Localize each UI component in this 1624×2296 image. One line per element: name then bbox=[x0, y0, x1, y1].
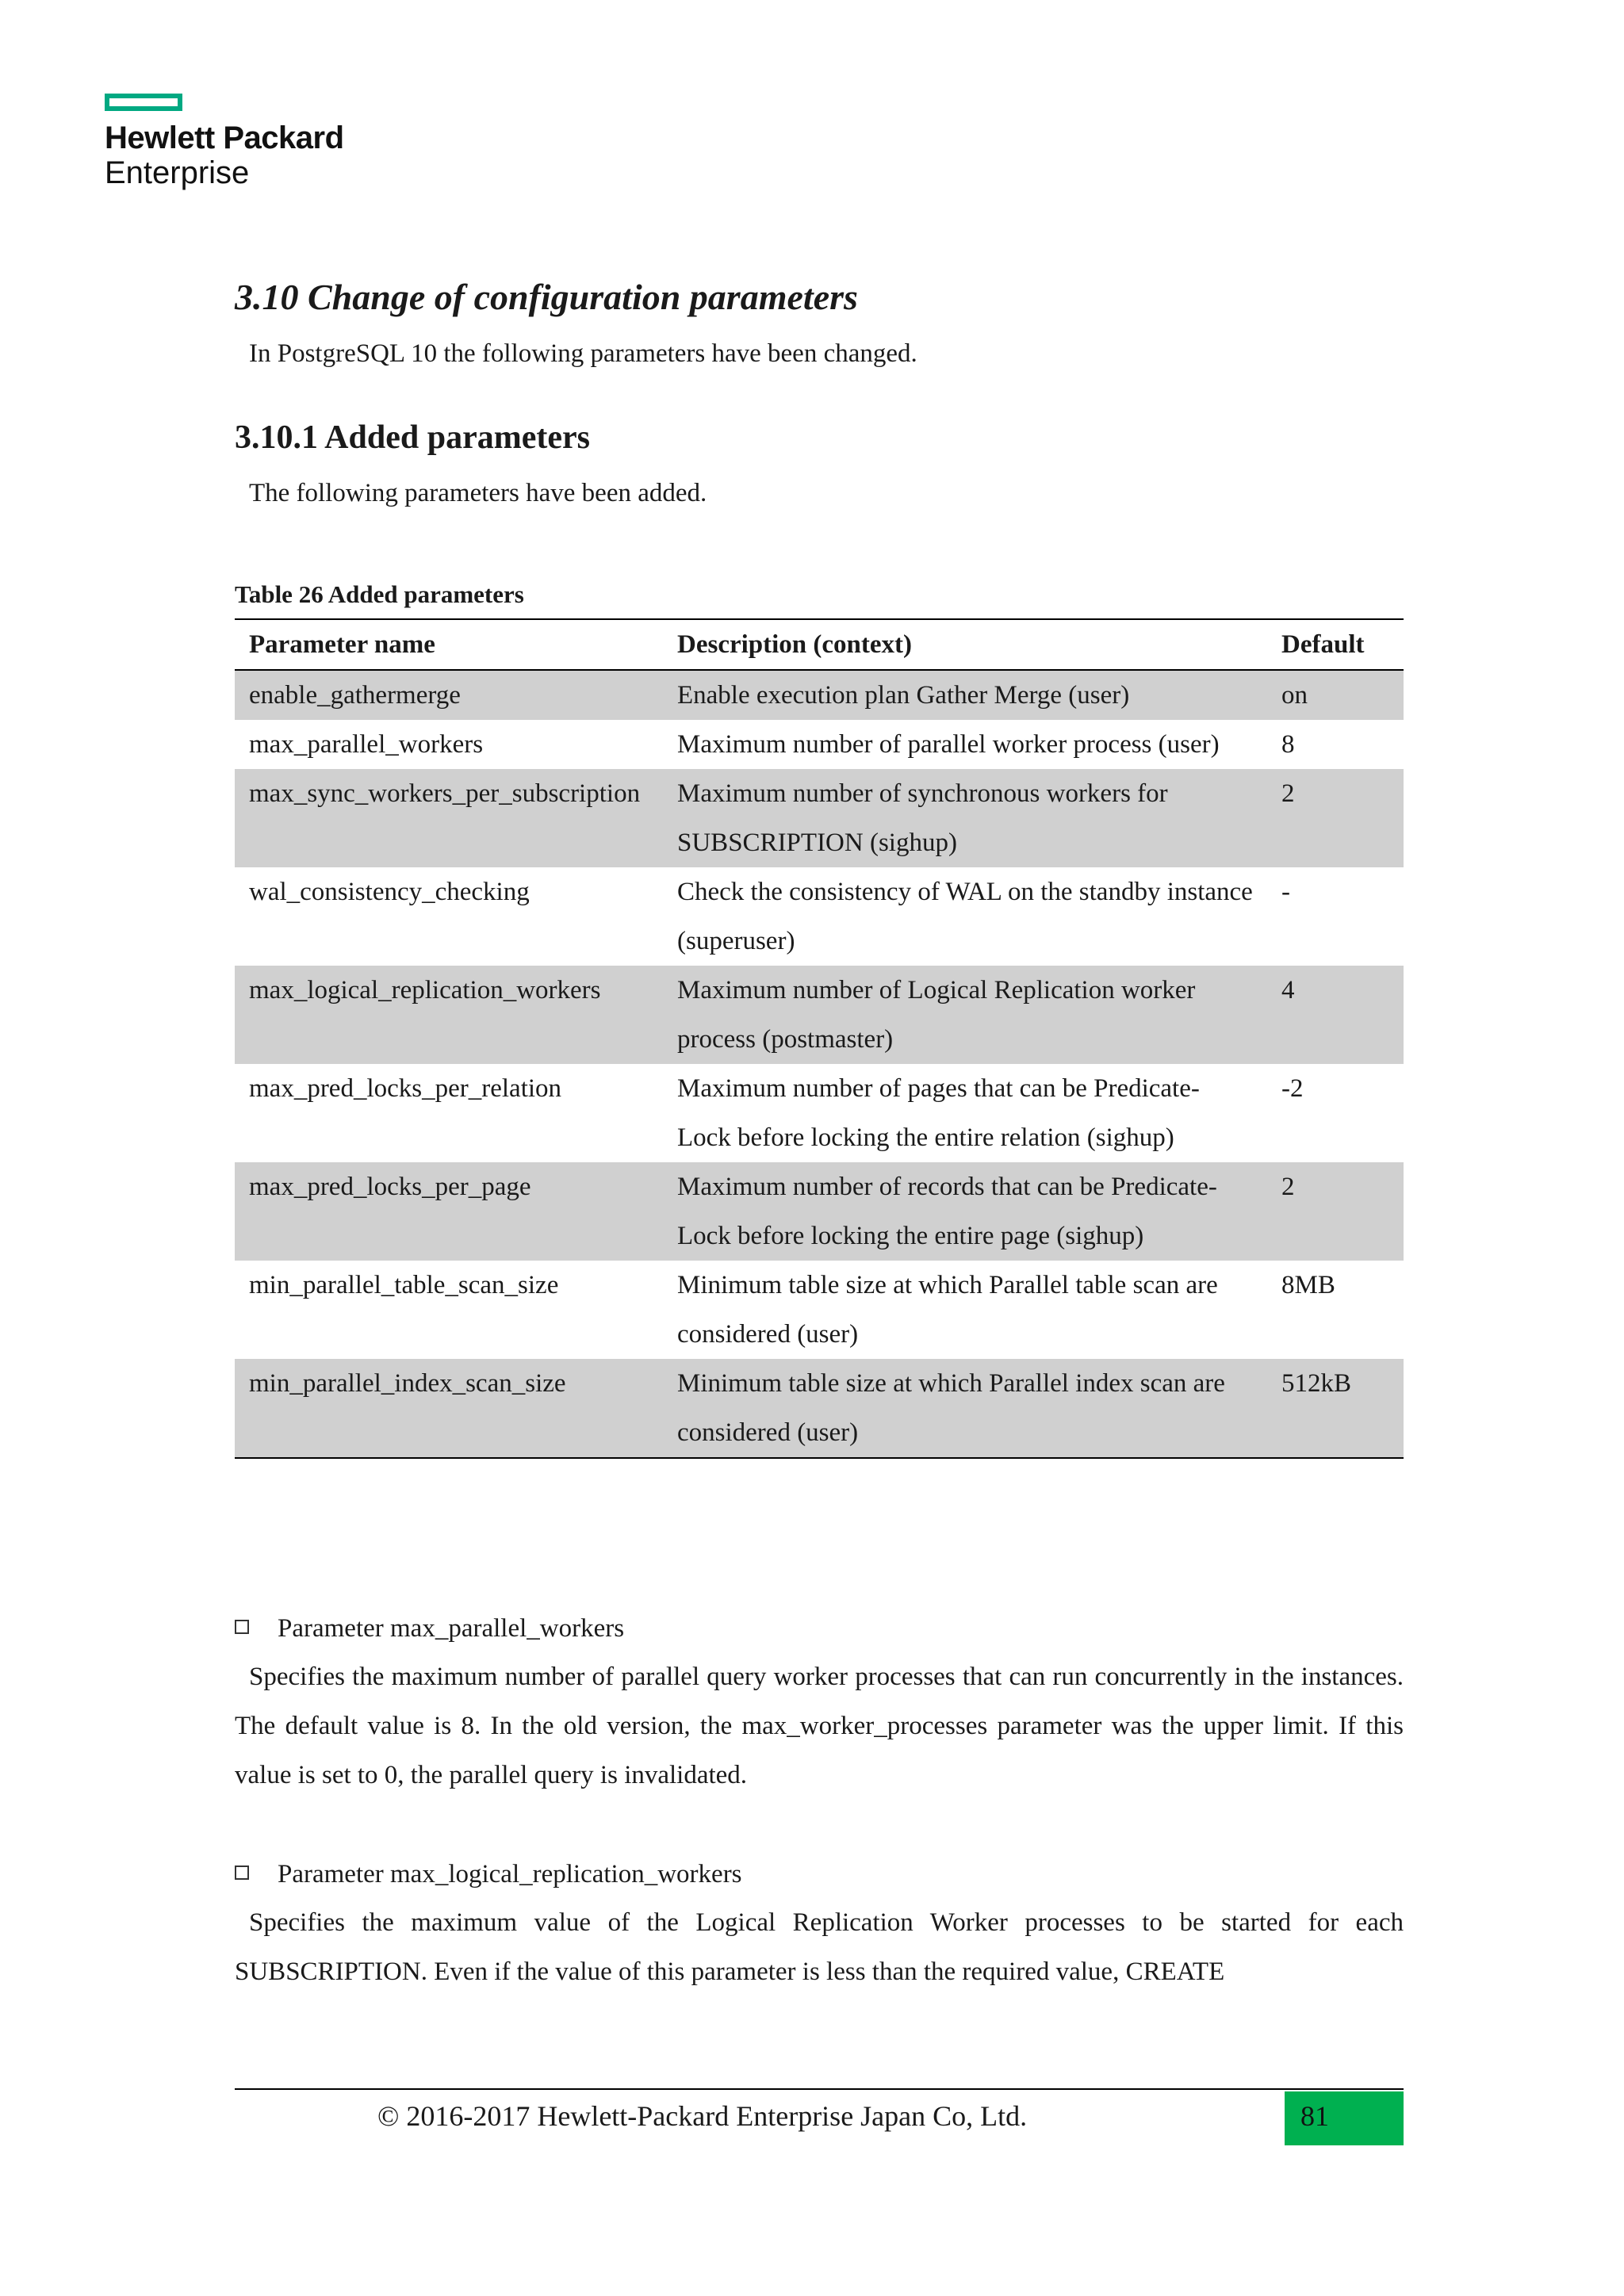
section-title: 3.10 Change of configuration parameters bbox=[235, 277, 858, 317]
logo-line1: Hewlett Packard bbox=[105, 121, 344, 155]
note-body-max-logical-replication-workers: Specifies the maximum value of the Logical Replication Worker processes to be started for each SUBSCRIPTION. Even if the value of this parameter is less than the required value, CREATE bbox=[235, 1908, 1404, 1986]
note-heading-max-logical-replication-workers bbox=[235, 1860, 742, 1889]
param-name: enable_gathermerge bbox=[235, 670, 663, 720]
param-name: max_pred_locks_per_page bbox=[235, 1162, 663, 1261]
page-number: 81 bbox=[1285, 2091, 1404, 2145]
table-row bbox=[235, 720, 1404, 769]
param-desc: Maximum number of parallel worker process (user) bbox=[677, 730, 1220, 759]
param-default: on bbox=[1267, 670, 1404, 720]
checkbox-square-icon bbox=[235, 1866, 249, 1880]
note-heading-text: Parameter max_parallel_workers bbox=[278, 1614, 625, 1643]
table-row bbox=[235, 769, 1404, 867]
param-desc: Maximum number of records that can be Predicate-Lock before locking the entire page (sighup) bbox=[663, 1162, 1267, 1261]
table-row bbox=[235, 966, 1404, 1064]
param-name: min_parallel_index_scan_size bbox=[235, 1359, 663, 1458]
param-default: 512kB bbox=[1267, 1359, 1404, 1458]
table-header-row bbox=[235, 619, 1404, 670]
param-default: 4 bbox=[1267, 966, 1404, 1064]
param-desc: Check the consistency of WAL on the standby instance (superuser) bbox=[677, 878, 1253, 955]
param-name: wal_consistency_checking bbox=[249, 878, 530, 906]
note-heading-text: Parameter max_logical_replication_workers bbox=[278, 1860, 742, 1888]
param-desc: Maximum number of synchronous workers for SUBSCRIPTION (sighup) bbox=[663, 769, 1267, 867]
footer-divider bbox=[235, 2088, 1404, 2090]
table-row bbox=[235, 1162, 1404, 1261]
logo-line2: Enterprise bbox=[105, 155, 250, 190]
param-desc: Minimum table size at which Parallel table scan are considered (user) bbox=[677, 1271, 1218, 1349]
table-row bbox=[235, 1261, 1404, 1359]
param-name: max_pred_locks_per_relation bbox=[249, 1074, 562, 1103]
table-row bbox=[235, 867, 1404, 966]
param-default: 8MB bbox=[1281, 1271, 1335, 1299]
param-desc: Maximum number of Logical Replication worker process (postmaster) bbox=[663, 966, 1267, 1064]
param-name: max_logical_replication_workers bbox=[235, 966, 663, 1064]
table-row bbox=[235, 670, 1404, 720]
param-default: 2 bbox=[1267, 1162, 1404, 1261]
param-name: max_parallel_workers bbox=[249, 730, 484, 759]
param-default: -2 bbox=[1281, 1074, 1304, 1103]
note-heading-max-parallel-workers bbox=[235, 1614, 624, 1644]
table-caption: Table 26 Added parameters bbox=[235, 580, 524, 608]
header-description: Description (context) bbox=[663, 619, 1267, 670]
param-default: 2 bbox=[1267, 769, 1404, 867]
header-default: Default bbox=[1267, 619, 1404, 670]
logo-bar-icon bbox=[105, 94, 182, 111]
table-row bbox=[235, 1064, 1404, 1162]
checkbox-square-icon bbox=[235, 1620, 249, 1634]
param-desc: Minimum table size at which Parallel index scan are considered (user) bbox=[663, 1359, 1267, 1458]
param-default: 8 bbox=[1281, 730, 1295, 759]
header-parameter-name: Parameter name bbox=[235, 619, 663, 670]
footer-copyright: © 2016-2017 Hewlett-Packard Enterprise Japan Co, Ltd. bbox=[377, 2100, 1028, 2132]
added-parameters-table bbox=[235, 618, 1404, 1459]
hpe-logo bbox=[105, 94, 344, 189]
param-name: max_sync_workers_per_subscription bbox=[235, 769, 663, 867]
section-intro: In PostgreSQL 10 the following parameters have been changed. bbox=[249, 339, 917, 368]
subsection-title: 3.10.1 Added parameters bbox=[235, 419, 590, 456]
param-desc: Enable execution plan Gather Merge (user) bbox=[663, 670, 1267, 720]
param-desc: Maximum number of pages that can be Predicate-Lock before locking the entire relation (sighup) bbox=[677, 1074, 1200, 1152]
param-default: - bbox=[1281, 878, 1290, 906]
param-name: min_parallel_table_scan_size bbox=[249, 1271, 559, 1299]
note-body-max-parallel-workers: Specifies the maximum number of parallel query worker processes that can run concurrently in the instances. The default value is 8. In the old version, the max_worker_processes parameter was the upper limit. If this value is set to 0, the parallel query is invalidated. bbox=[235, 1663, 1404, 1789]
subsection-intro: The following parameters have been added. bbox=[249, 479, 707, 507]
table-row bbox=[235, 1359, 1404, 1458]
